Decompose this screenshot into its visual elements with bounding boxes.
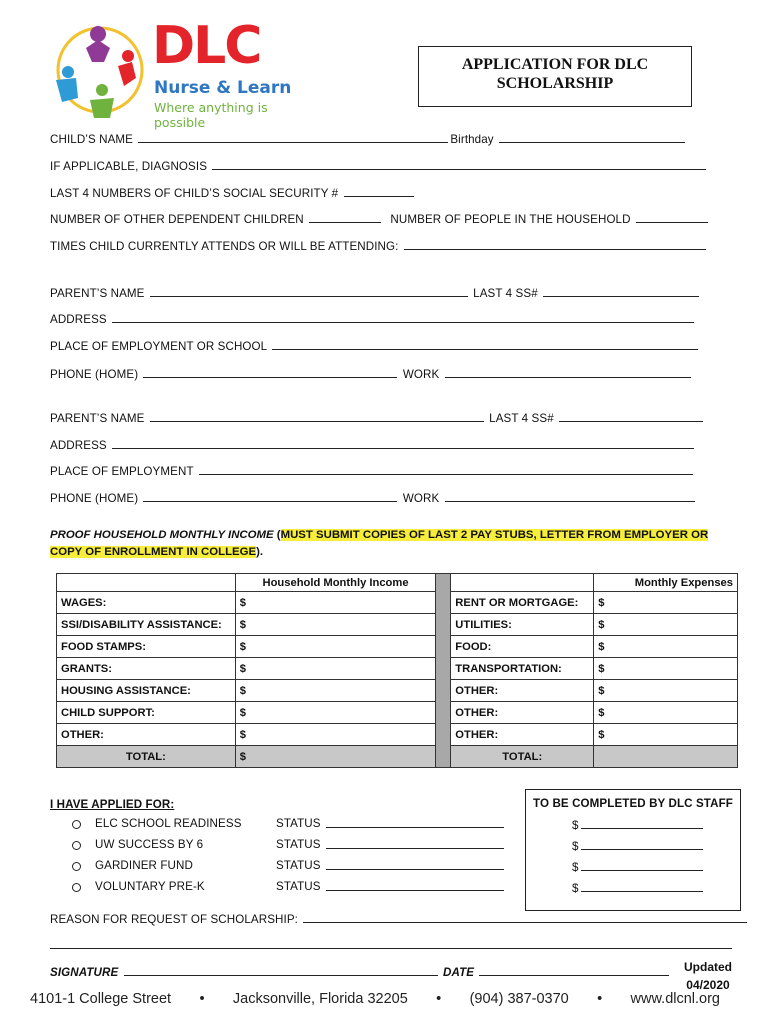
footer-address: 4101-1 College Street: [30, 991, 172, 1007]
status-field[interactable]: [326, 838, 504, 849]
birthday-label: Birthday: [450, 133, 494, 146]
income-amount-field[interactable]: [235, 680, 436, 702]
currency-symbol: $: [239, 728, 246, 741]
currency-symbol: $: [598, 706, 605, 719]
currency-symbol: $: [598, 640, 605, 653]
currency-symbol: $: [239, 662, 246, 675]
expense-amount-field[interactable]: [594, 592, 738, 614]
child-ssn-row: [50, 186, 416, 200]
income-total-label: TOTAL:: [57, 746, 236, 768]
parent1-employment-row: [50, 339, 700, 353]
footer-city: Jacksonville, Florida 32205: [232, 991, 408, 1007]
proof-income-lead: PROOF HOUSEHOLD MONTHLY INCOME: [50, 529, 274, 541]
program-radio[interactable]: [72, 841, 81, 850]
footer-bullet: •: [199, 991, 205, 1007]
income-expense-table: [56, 573, 738, 768]
income-header: Household Monthly Income: [235, 574, 436, 592]
parent2-phone-row: [50, 491, 697, 505]
income-label: HOUSING ASSISTANCE:: [57, 680, 236, 702]
table-divider: [436, 574, 451, 768]
child-name-row: [50, 132, 687, 146]
parent2-work-field[interactable]: [445, 491, 695, 502]
staff-amount-row: [526, 860, 740, 881]
form-title: [418, 46, 692, 107]
table-row: [57, 614, 738, 636]
signature-row: [50, 965, 671, 979]
program-label: GARDINER FUND: [95, 859, 193, 872]
status-label: STATUS: [276, 817, 321, 830]
children-circle-icon: [48, 14, 148, 119]
income-amount-field[interactable]: [235, 658, 436, 680]
expense-label: OTHER:: [451, 702, 594, 724]
parent1-work-label: WORK: [402, 368, 440, 381]
table-header-row: [57, 574, 738, 592]
child-name-label: CHILD’S NAME: [50, 133, 134, 146]
logo-tagline: Where anything is possible: [154, 100, 268, 130]
currency-symbol: $: [572, 840, 579, 853]
dlc-logo: [48, 14, 308, 130]
income-label: FOOD STAMPS:: [57, 636, 236, 658]
staff-heading: TO BE COMPLETED BY DLC STAFF: [533, 797, 733, 810]
applied-program-item: [50, 838, 510, 859]
parent2-ss-label: LAST 4 SS#: [489, 412, 554, 425]
parent1-name-row: [50, 286, 701, 300]
currency-symbol: $: [572, 882, 579, 895]
income-label: OTHER:: [57, 724, 236, 746]
parent1-phone-field[interactable]: [143, 367, 397, 378]
child-name-field[interactable]: [138, 132, 448, 143]
expense-label: OTHER:: [451, 724, 594, 746]
table-row: [57, 702, 738, 724]
footer-bullet: •: [597, 991, 603, 1007]
currency-symbol: $: [572, 861, 579, 874]
diagnosis-row: [50, 159, 708, 173]
footer-website[interactable]: www.dlcnl.org: [630, 991, 720, 1007]
footer-phone: (904) 387-0370: [469, 991, 569, 1007]
attendance-label: TIMES CHILD CURRENTLY ATTENDS OR WILL BE ATTENDING:: [50, 240, 399, 253]
status-label: STATUS: [276, 880, 321, 893]
program-radio[interactable]: [72, 820, 81, 829]
staff-amount-field[interactable]: [581, 860, 703, 871]
income-label: GRANTS:: [57, 658, 236, 680]
proof-requirement-2: COPY OF ENROLLMENT IN COLLEGE: [50, 546, 257, 558]
parent1-name-label: PARENT’S NAME: [50, 287, 145, 300]
status-label: STATUS: [276, 859, 321, 872]
parent1-address-row: [50, 312, 696, 326]
parent2-employment-row: [50, 464, 695, 478]
applied-program-item: [50, 817, 510, 838]
total-row: [57, 746, 738, 768]
parent2-employment-label: PLACE OF EMPLOYMENT: [50, 465, 194, 478]
dependents-label: NUMBER OF OTHER DEPENDENT CHILDREN: [50, 213, 304, 226]
reason-row: [50, 912, 749, 926]
parent1-employment-label: PLACE OF EMPLOYMENT OR SCHOOL: [50, 340, 267, 353]
table-row: [57, 592, 738, 614]
income-amount-field[interactable]: [235, 636, 436, 658]
currency-symbol: $: [598, 662, 605, 675]
expense-total-label: TOTAL:: [451, 746, 594, 768]
logo-brand: DLC: [152, 16, 261, 76]
staff-amount-row: [526, 818, 740, 839]
staff-amount-field[interactable]: [581, 839, 703, 850]
parent1-phone-row: [50, 367, 693, 381]
expense-amount-field[interactable]: [594, 614, 738, 636]
program-radio[interactable]: [72, 862, 81, 871]
currency-symbol: $: [572, 819, 579, 832]
updated-label: Updated: [684, 960, 732, 974]
program-label: VOLUNTARY PRE-K: [95, 880, 205, 893]
reason-field[interactable]: [303, 912, 747, 923]
parent2-name-row: [50, 411, 705, 425]
applied-program-item: [50, 859, 510, 880]
child-ssn-field[interactable]: [344, 186, 414, 197]
table-row: [57, 724, 738, 746]
currency-symbol: $: [598, 728, 605, 741]
parent2-ss-field[interactable]: [559, 411, 703, 422]
income-amount-field[interactable]: [235, 702, 436, 724]
updated-date: 04/2020: [686, 978, 730, 992]
status-field[interactable]: [326, 880, 504, 891]
expense-label: RENT OR MORTGAGE:: [451, 592, 594, 614]
parent1-address-label: ADDRESS: [50, 313, 107, 326]
dependents-row: [50, 212, 710, 226]
currency-symbol: $: [598, 618, 605, 631]
proof-paren-open: (: [273, 529, 281, 541]
birthday-field[interactable]: [499, 132, 685, 143]
program-label: ELC SCHOOL READINESS: [95, 817, 242, 830]
diagnosis-label: IF APPLICABLE, DIAGNOSIS: [50, 160, 208, 173]
logo-subtitle: Nurse & Learn: [154, 78, 292, 98]
expense-label: FOOD:: [451, 636, 594, 658]
applied-for-section: [50, 798, 510, 901]
income-amount-field[interactable]: [235, 724, 436, 746]
date-label: DATE: [442, 966, 475, 979]
program-label: UW SUCCESS BY 6: [95, 838, 204, 851]
expense-amount-field[interactable]: [594, 680, 738, 702]
form-title-line1: APPLICATION FOR DLC: [461, 56, 649, 73]
date-field[interactable]: [479, 965, 669, 976]
table-row: [57, 636, 738, 658]
expense-amount-field[interactable]: [594, 636, 738, 658]
parent2-name-field[interactable]: [150, 411, 484, 422]
dependents-field[interactable]: [309, 212, 381, 223]
household-label: NUMBER OF PEOPLE IN THE HOUSEHOLD: [390, 213, 631, 226]
parent2-address-label: ADDRESS: [50, 439, 107, 452]
status-field[interactable]: [326, 859, 504, 870]
table-row: [57, 680, 738, 702]
reason-continued-field[interactable]: [50, 948, 732, 949]
household-field[interactable]: [636, 212, 708, 223]
parent1-work-field[interactable]: [445, 367, 691, 378]
income-total-field[interactable]: [235, 746, 436, 768]
currency-symbol: $: [239, 596, 246, 609]
income-amount-field[interactable]: [235, 614, 436, 636]
parent2-phone-label: PHONE (HOME): [50, 492, 139, 505]
income-label: SSI/DISABILITY ASSISTANCE:: [57, 614, 236, 636]
parent2-address-row: [50, 438, 696, 452]
status-field[interactable]: [326, 817, 504, 828]
proof-paren-close: ).: [256, 546, 264, 558]
proof-requirement-1: MUST SUBMIT COPIES OF LAST 2 PAY STUBS, LETTER FROM EMPLOYER OR: [280, 529, 709, 541]
income-label: WAGES:: [57, 592, 236, 614]
expense-label: UTILITIES:: [451, 614, 594, 636]
parent2-name-label: PARENT’S NAME: [50, 412, 145, 425]
staff-amount-row: [526, 881, 740, 902]
applied-program-item: [50, 880, 510, 901]
applied-for-heading: I HAVE APPLIED FOR:: [50, 798, 175, 811]
staff-amount-field[interactable]: [581, 881, 703, 892]
parent2-address-field[interactable]: [112, 438, 694, 449]
currency-symbol: $: [239, 618, 246, 631]
attendance-field[interactable]: [404, 239, 706, 250]
currency-symbol: $: [598, 596, 605, 609]
parent2-work-label: WORK: [402, 492, 440, 505]
expense-amount-field[interactable]: [594, 724, 738, 746]
attendance-row: [50, 239, 708, 253]
expense-amount-field[interactable]: [594, 658, 738, 680]
status-label: STATUS: [276, 838, 321, 851]
applied-for-list: [50, 817, 510, 901]
income-amount-field[interactable]: [235, 592, 436, 614]
parent2-phone-field[interactable]: [143, 491, 397, 502]
expense-label: OTHER:: [451, 680, 594, 702]
currency-symbol: $: [239, 706, 246, 719]
child-ssn-label: LAST 4 NUMBERS OF CHILD’S SOCIAL SECURITY #: [50, 187, 339, 200]
parent1-employment-field[interactable]: [272, 339, 698, 350]
currency-symbol: $: [239, 684, 246, 697]
staff-amount-field[interactable]: [581, 818, 703, 829]
parent1-ss-label: LAST 4 SS#: [473, 287, 538, 300]
staff-amount-row: [526, 839, 740, 860]
program-radio[interactable]: [72, 883, 81, 892]
signature-label: SIGNATURE: [50, 966, 119, 979]
staff-amount-list: [526, 818, 740, 902]
expense-total-field[interactable]: [594, 746, 738, 768]
income-label: CHILD SUPPORT:: [57, 702, 236, 724]
parent2-employment-field[interactable]: [199, 464, 693, 475]
form-title-line2: SCHOLARSHIP: [496, 75, 614, 92]
parent1-phone-label: PHONE (HOME): [50, 368, 139, 381]
table-row: [57, 658, 738, 680]
footer-bullet: •: [436, 991, 442, 1007]
parent1-name-field[interactable]: [150, 286, 468, 297]
currency-symbol: $: [239, 640, 246, 653]
proof-income-notice: [50, 527, 730, 561]
updated-note: [684, 958, 732, 994]
diagnosis-field[interactable]: [212, 159, 706, 170]
currency-symbol: $: [239, 750, 246, 763]
expense-amount-field[interactable]: [594, 702, 738, 724]
expense-label: TRANSPORTATION:: [451, 658, 594, 680]
expense-header: Monthly Expenses: [594, 574, 738, 592]
parent1-ss-field[interactable]: [543, 286, 699, 297]
staff-box: [525, 789, 741, 911]
parent1-address-field[interactable]: [112, 312, 694, 323]
signature-field[interactable]: [124, 965, 438, 976]
reason-label: REASON FOR REQUEST OF SCHOLARSHIP:: [50, 913, 298, 926]
currency-symbol: $: [598, 684, 605, 697]
footer: [30, 991, 720, 1007]
